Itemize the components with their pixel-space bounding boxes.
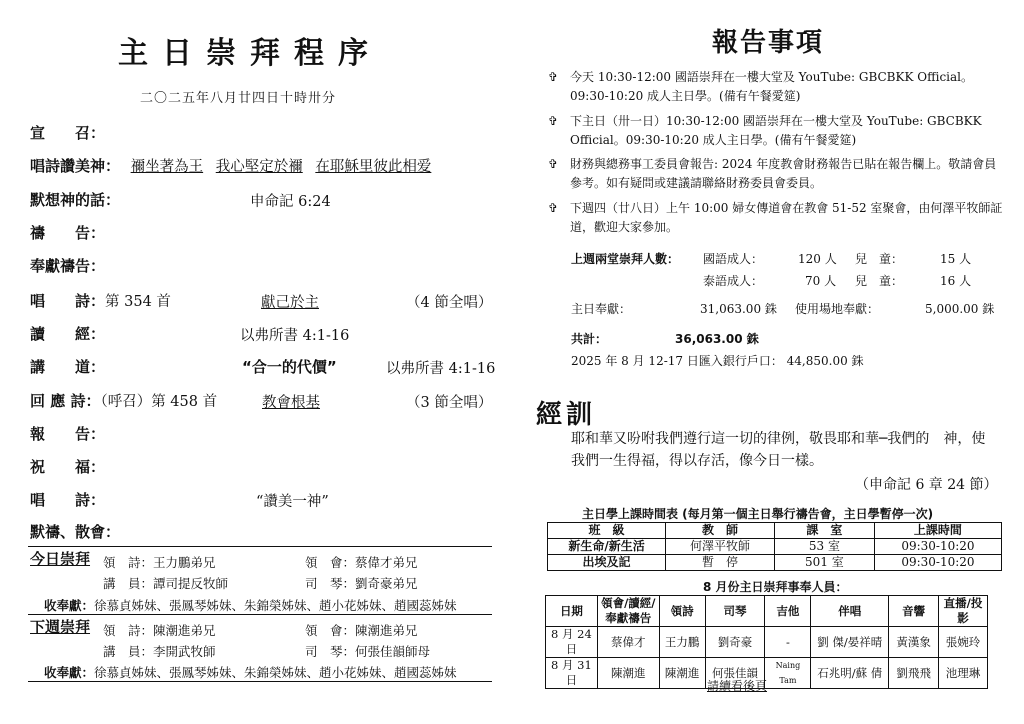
- table-row: [548, 539, 1002, 555]
- table-cell: Naing Tam: [765, 658, 811, 689]
- report-label: 報 告：: [30, 425, 106, 443]
- next-duty-heading: 下週崇拜: [30, 618, 91, 636]
- response-row: [30, 390, 493, 411]
- sermon-row: [30, 356, 496, 377]
- call-label: 宣 召：: [30, 124, 106, 142]
- next-offering: [44, 663, 457, 681]
- thai-adult-count: 70 人: [805, 274, 837, 288]
- closing-song-row: [30, 489, 329, 510]
- motto-reference: （申命記 6 章 24 節）: [855, 477, 998, 493]
- table-cell: 黃漢象: [889, 627, 939, 658]
- next-organist: 司 琴：何張佳韻師母: [305, 644, 431, 659]
- venue-offering-amount: 5,000.00 銖: [925, 302, 995, 316]
- table-cell: 新生命/新生活: [548, 539, 666, 555]
- next-offering-names: 徐慕貞姊妹、張鳳琴姊妹、朱錦榮姊妹、趙小花姊妹、趙國蕊姊妹: [94, 665, 457, 680]
- dismiss-row: [30, 521, 120, 542]
- offering-prayer-label: 奉獻禱告：: [30, 257, 106, 275]
- closing-song-label: 唱 詩：: [30, 491, 106, 509]
- child-count-1: 15 人: [940, 252, 972, 266]
- table-header: 日期: [546, 596, 598, 627]
- divider-middle: [28, 614, 492, 615]
- hymns-row: [30, 155, 431, 176]
- sunday-school-table: [547, 522, 1002, 571]
- reading-row: [30, 323, 350, 344]
- response-verses: （3 節全唱）: [406, 395, 493, 411]
- today-offering: [44, 596, 457, 614]
- mandarin-adult-label: 國語成人：: [703, 252, 764, 266]
- table-cell: -: [765, 627, 811, 658]
- today-duty-heading: 今日崇拜: [30, 550, 91, 568]
- announcement-text: 今天 10:30-12:00 國語崇拜在一樓大堂及 YouTube: GBCBKK Official。09:30-10:20 成人主日學。(備有午餐愛筵): [570, 70, 973, 103]
- today-preacher: 講 員：譚司提反牧師: [103, 576, 229, 591]
- total-amount: 36,063.00 銖: [675, 332, 759, 346]
- table-header: 吉他: [765, 596, 811, 627]
- report-row: [30, 423, 105, 444]
- prayer-row: [30, 222, 105, 243]
- prayer-label: 禱 告：: [30, 224, 106, 242]
- blessing-label: 祝 福：: [30, 458, 106, 476]
- child-label-2: 兒 童：: [855, 274, 904, 288]
- next-preacher: 講 員：李開武牧師: [103, 644, 216, 659]
- response-label: 回 應 詩：: [30, 392, 101, 410]
- announcement-1: [548, 68, 1003, 106]
- table-cell: 暫 停: [666, 555, 775, 571]
- sermon-ref: 以弗所書 4:1-16: [386, 361, 496, 377]
- table-header: 直播/投影: [939, 596, 988, 627]
- motto-text: 耶和華又吩咐我們遵行這一切的律例，敬畏耶和華─我們的 神，使我們一生得福，得以存活，像今日一樣。: [571, 431, 986, 469]
- table-cell: 陳潮進: [659, 658, 705, 689]
- table-cell: 池理琳: [939, 658, 988, 689]
- announcement-3: [548, 155, 1003, 193]
- table-header: 課 室: [774, 523, 874, 539]
- song-label: 唱 詩：: [30, 292, 106, 310]
- venue-offering-label: 使用場地奉獻：: [795, 302, 880, 316]
- program-title: 主日崇拜程序: [118, 36, 382, 71]
- continue-next-page: 請續看後頁: [707, 679, 768, 693]
- table-cell: 蔡偉才: [597, 627, 659, 658]
- song-number: 第 354 首: [105, 294, 171, 310]
- table-cell: 石兆明/蘇 倩: [811, 658, 889, 689]
- next-host: 領 會：陳潮進弟兄: [305, 623, 418, 638]
- meditate-row: [30, 189, 331, 210]
- table-header: 上課時間: [874, 523, 1001, 539]
- response-title: 教會根基: [262, 395, 320, 411]
- table-cell: 劉 傑/晏祥晴: [811, 627, 889, 658]
- announcement-text: 財務與總務事工委員會報告: 2024 年度教會財務報告已貼在報告欄上。敬請會員參考。如有疑問或建議請聯絡財務委員會委員。: [570, 157, 997, 190]
- today-offering-names: 徐慕貞姊妹、張鳳琴姊妹、朱錦榮姊妹、趙小花姊妹、趙國蕊姊妹: [94, 598, 457, 613]
- child-label-1: 兒 童：: [855, 252, 904, 266]
- announcements-title: 報告事項: [712, 28, 825, 58]
- table-header: 司琴: [705, 596, 765, 627]
- hymn-3: 在耶穌里彼此相爱: [315, 159, 432, 175]
- meditate-ref: 申命記 6:24: [250, 194, 331, 210]
- today-host: 領 會：蔡偉才弟兄: [305, 555, 418, 570]
- table-header-row: [548, 523, 1002, 539]
- cross-icon: ✞: [548, 201, 559, 215]
- table-cell: 何澤平牧師: [666, 539, 775, 555]
- today-organist: 司 琴：劉奇豪弟兄: [305, 576, 418, 591]
- sermon-label: 講 道：: [30, 358, 106, 376]
- table-cell: 501 室: [774, 555, 874, 571]
- announcement-text: 下週四（廿八日）上午 10:00 婦女傳道會在教會 51-52 室聚會，由何澤平牧師証道，歡迎大家參加。: [570, 201, 1003, 234]
- response-number: （呼召）第 458 首: [100, 394, 218, 410]
- mandarin-adult-count: 120 人: [798, 252, 837, 266]
- table-cell: 王力鵬: [659, 627, 705, 658]
- child-count-2: 16 人: [940, 274, 972, 288]
- meditate-label: 默想神的話：: [30, 191, 121, 209]
- table-cell: 陳潮進: [597, 658, 659, 689]
- sunday-offering-amount: 31,063.00 銖: [700, 302, 777, 316]
- cross-icon: ✞: [548, 157, 559, 171]
- table-header: 教 師: [666, 523, 775, 539]
- reading-label: 讀 經：: [30, 325, 106, 343]
- table-cell: 何張佳韻: [705, 658, 765, 689]
- today-leader: 領 詩：王力鵬弟兄: [103, 555, 216, 570]
- table-header-row: [546, 596, 988, 627]
- attendance-label: 上週兩堂崇拜人數：: [571, 252, 680, 266]
- hymn-1: 禰坐著為王: [130, 159, 204, 175]
- table-cell: 劉飛飛: [889, 658, 939, 689]
- table-header: 音響: [889, 596, 939, 627]
- divider-top: [28, 546, 492, 547]
- roster-table: [545, 595, 988, 689]
- table-cell: 8 月 24 日: [546, 627, 598, 658]
- announcement-4: [548, 199, 1003, 237]
- blessing-row: [30, 456, 105, 477]
- dismiss-label: 默禱、散會：: [30, 523, 121, 541]
- divider-bottom: [28, 681, 492, 682]
- sunday-school-caption: 主日學上課時間表 (每月第一個主日舉行禱告會，主日學暫停一次): [582, 507, 934, 521]
- reading-ref: 以弗所書 4:1-16: [240, 328, 350, 344]
- table-cell: 53 室: [774, 539, 874, 555]
- announcement-2: [548, 112, 1003, 150]
- today-offering-label: 收奉獻：: [44, 598, 95, 613]
- total-label: 共計：: [571, 332, 608, 346]
- table-cell: 出埃及記: [548, 555, 666, 571]
- table-row: [546, 627, 988, 658]
- hymns-label: 唱詩讚美神：: [30, 157, 121, 175]
- offering-prayer-row: [30, 255, 105, 276]
- table-cell: 09:30-10:20: [874, 539, 1001, 555]
- table-header: 伴唱: [811, 596, 889, 627]
- next-leader: 領 詩：陳潮進弟兄: [103, 623, 216, 638]
- table-header: 領詩: [659, 596, 705, 627]
- sunday-offering-label: 主日奉獻：: [571, 302, 632, 316]
- call-to-worship: [30, 122, 105, 143]
- next-offering-label: 收奉獻：: [44, 665, 95, 680]
- thai-adult-label: 泰語成人：: [703, 274, 764, 288]
- cross-icon: ✞: [548, 70, 559, 84]
- table-cell: 8 月 31 日: [546, 658, 598, 689]
- song-row: [30, 290, 493, 311]
- table-cell: 09:30-10:20: [874, 555, 1001, 571]
- closing-song-title: “讚美一神”: [256, 494, 329, 510]
- roster-caption: 8 月份主日崇拜事奉人員：: [703, 580, 848, 594]
- song-title: 獻己於主: [261, 295, 319, 311]
- cross-icon: ✞: [548, 114, 559, 128]
- announcement-text: 下主日（卅一日）10:30-12:00 國語崇拜在一樓大堂及 YouTube: GBCBKK Official。09:30-10:20 成人主日學。(備有午餐愛筵): [570, 114, 982, 147]
- bank-deposit: 2025 年 8 月 12-17 日匯入銀行戶口： 44,850.00 銖: [571, 354, 864, 368]
- service-date: 二〇二五年八月廿四日十時卅分: [140, 91, 337, 106]
- table-cell: 劉奇豪: [705, 627, 765, 658]
- table-row: [548, 555, 1002, 571]
- sermon-title: “合一的代價”: [242, 358, 337, 376]
- motto-title: 經訓: [536, 400, 597, 430]
- song-verses: （4 節全唱）: [406, 295, 493, 311]
- hymn-2: 我心堅定於禰: [215, 159, 303, 175]
- table-cell: 張婉玲: [939, 627, 988, 658]
- table-header: 班 級: [548, 523, 666, 539]
- table-header: 領會/讀經/奉獻禱告: [597, 596, 659, 627]
